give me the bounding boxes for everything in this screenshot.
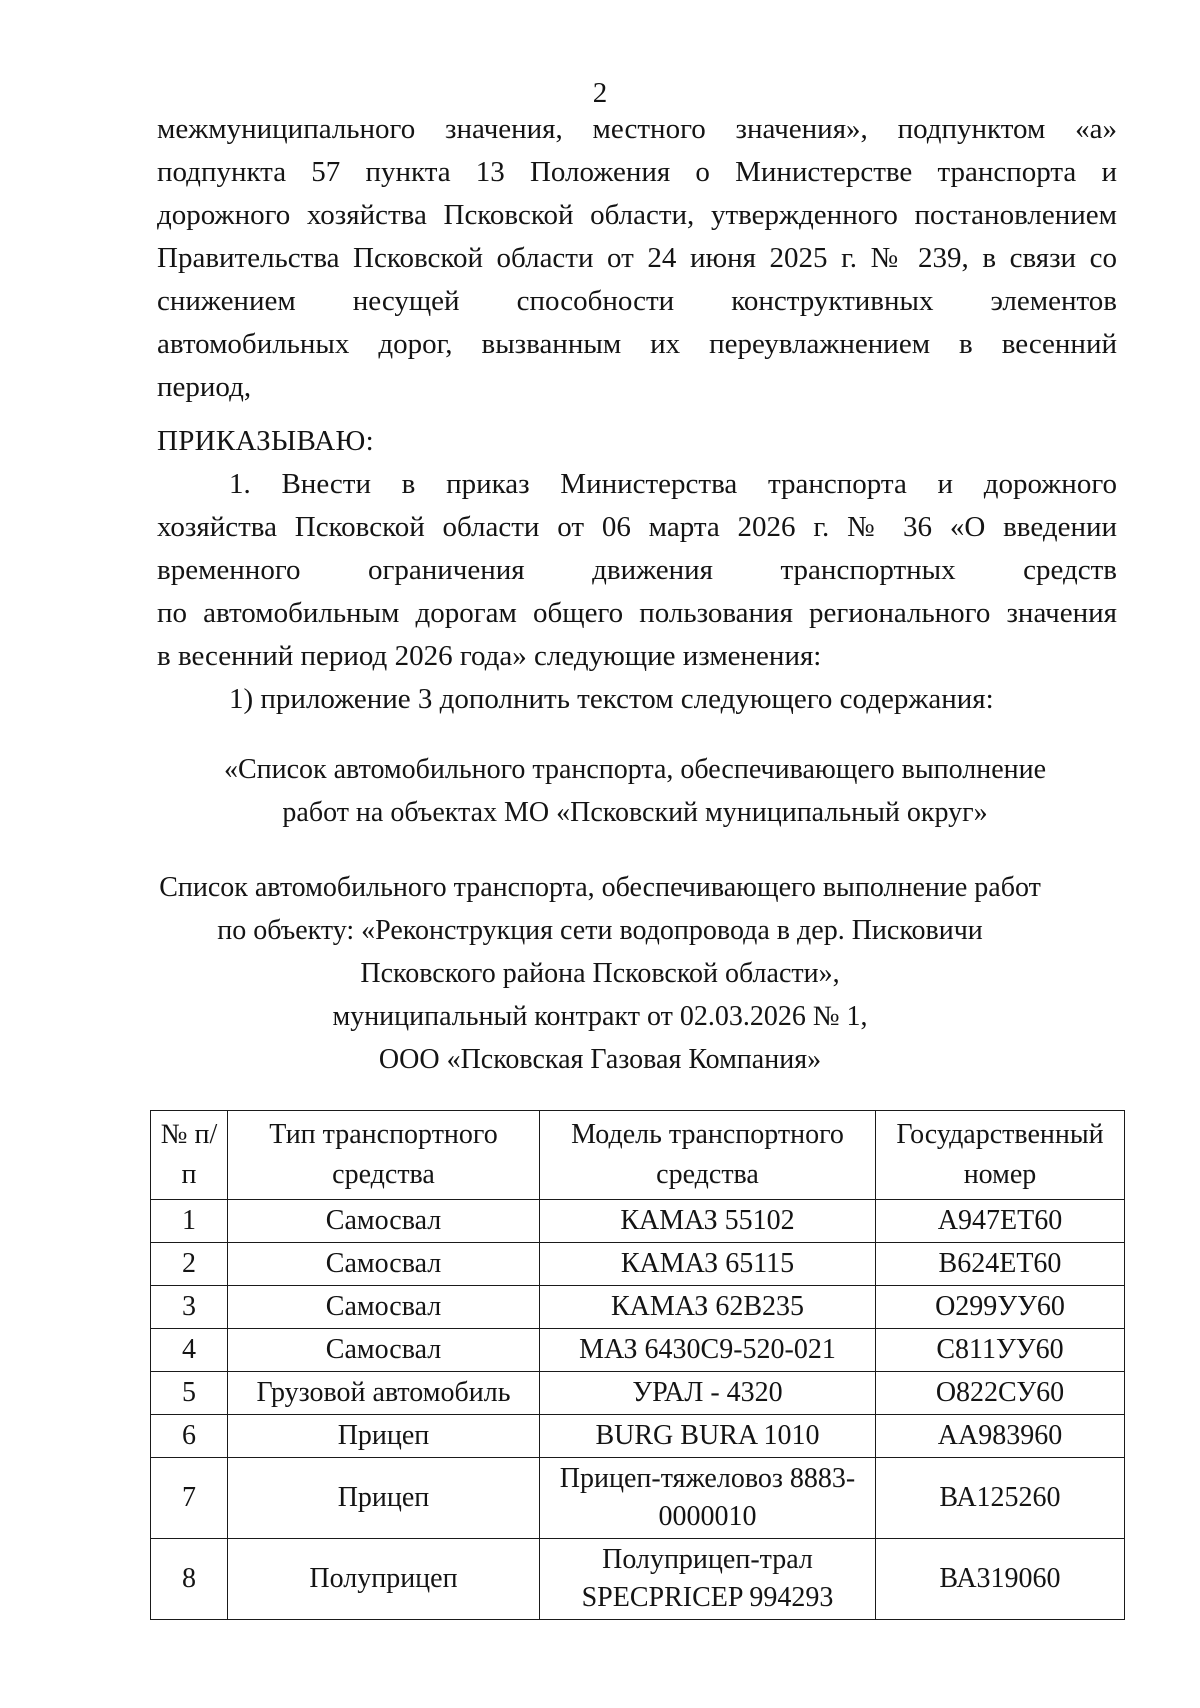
list-title-line: «Список автомобильного транспорта, обеспечивающего выполнение: [223, 754, 1047, 785]
header-number: № п/п: [151, 1111, 228, 1200]
cell-vehicle-type: Самосвал: [228, 1329, 540, 1372]
item-1-line: временного ограничения движения транспортных средств: [157, 554, 1117, 586]
cell-vehicle-type: Самосвал: [228, 1200, 540, 1243]
page-number: 2: [592, 77, 608, 109]
cell-number: 6: [151, 1415, 228, 1458]
table-row: [151, 1372, 1125, 1415]
cell-vehicle-model: BURG BURA 1010: [540, 1415, 876, 1458]
cell-vehicle-model: КАМАЗ 65115: [540, 1243, 876, 1286]
table-row: [151, 1329, 1125, 1372]
cell-number: 1: [151, 1200, 228, 1243]
preamble-line: автомобильных дорог, вызванным их переувлажнением в весенний: [157, 328, 1117, 360]
header-vehicle-type: Тип транспортного средства: [228, 1111, 540, 1200]
order-heading: ПРИКАЗЫВАЮ:: [157, 425, 375, 457]
header-vehicle-model: Модель транспортного средства: [540, 1111, 876, 1200]
preamble-line: подпункта 57 пункта 13 Положения о Министерстве транспорта и: [157, 156, 1117, 188]
cell-vehicle-type: Полуприцеп: [228, 1539, 540, 1620]
cell-plate-number: А947ЕТ60: [876, 1200, 1125, 1243]
list-subtitle-line: ООО «Псковская Газовая Компания»: [378, 1044, 822, 1075]
cell-vehicle-type: Грузовой автомобиль: [228, 1372, 540, 1415]
list-subtitle: [0, 866, 1200, 1081]
cell-plate-number: АА983960: [876, 1415, 1125, 1458]
cell-plate-number: О822СУ60: [876, 1372, 1125, 1415]
table-row: [151, 1458, 1125, 1539]
table-row: [151, 1539, 1125, 1620]
list-subtitle-line: Список автомобильного транспорта, обеспечивающего выполнение работ: [159, 872, 1041, 903]
preamble-line: Правительства Псковской области от 24 июня 2025 г. № 239, в связи со: [157, 242, 1117, 274]
cell-vehicle-model: Прицеп-тяжеловоз 8883-0000010: [540, 1458, 876, 1539]
item-1-line: хозяйства Псковской области от 06 марта 2026 г. № 36 «О введении: [157, 511, 1117, 543]
cell-vehicle-model: МАЗ 6430С9-520-021: [540, 1329, 876, 1372]
table-row: [151, 1200, 1125, 1243]
cell-vehicle-model: КАМАЗ 55102: [540, 1200, 876, 1243]
item-1-paragraph: [157, 463, 1117, 721]
preamble-line: период,: [157, 371, 252, 403]
subitem-1: 1) приложение 3 дополнить текстом следующего содержания:: [229, 683, 994, 715]
cell-vehicle-model: УРАЛ - 4320: [540, 1372, 876, 1415]
cell-vehicle-model: Полуприцеп-трал SPECPRICEP 994293: [540, 1539, 876, 1620]
preamble-line: дорожного хозяйства Псковской области, утвержденного постановлением: [157, 199, 1117, 231]
cell-number: 4: [151, 1329, 228, 1372]
list-subtitle-line: муниципальный контракт от 02.03.2026 № 1,: [332, 1001, 868, 1032]
table-header-row: [151, 1111, 1125, 1200]
cell-number: 3: [151, 1286, 228, 1329]
table-row: [151, 1243, 1125, 1286]
cell-vehicle-type: Прицеп: [228, 1415, 540, 1458]
cell-vehicle-type: Самосвал: [228, 1286, 540, 1329]
cell-vehicle-type: Самосвал: [228, 1243, 540, 1286]
cell-number: 5: [151, 1372, 228, 1415]
item-1-line: в весенний период 2026 года» следующие изменения:: [157, 640, 822, 672]
cell-number: 7: [151, 1458, 228, 1539]
cell-vehicle-model: КАМАЗ 62В235: [540, 1286, 876, 1329]
cell-plate-number: ВА319060: [876, 1539, 1125, 1620]
table-row: [151, 1415, 1125, 1458]
cell-plate-number: ВА125260: [876, 1458, 1125, 1539]
cell-vehicle-type: Прицеп: [228, 1458, 540, 1539]
cell-number: 2: [151, 1243, 228, 1286]
header-plate-number: Государственный номер: [876, 1111, 1125, 1200]
preamble-line: межмуниципального значения, местного значения», подпунктом «а»: [157, 113, 1117, 145]
table-row: [151, 1286, 1125, 1329]
list-title: [0, 748, 1200, 834]
list-subtitle-line: Псковского района Псковской области»,: [360, 958, 840, 989]
preamble-paragraph: [157, 108, 1117, 409]
item-1-line: 1. Внести в приказ Министерства транспорта и дорожного: [229, 468, 1117, 500]
preamble-line: снижением несущей способности конструктивных элементов: [157, 285, 1117, 317]
item-1-line: по автомобильным дорогам общего пользования регионального значения: [157, 597, 1117, 629]
cell-number: 8: [151, 1539, 228, 1620]
vehicle-table: [150, 1110, 1125, 1620]
list-title-line: работ на объектах МО «Псковский муниципальный округ»: [282, 797, 988, 828]
cell-plate-number: В624ЕТ60: [876, 1243, 1125, 1286]
cell-plate-number: С811УУ60: [876, 1329, 1125, 1372]
cell-plate-number: О299УУ60: [876, 1286, 1125, 1329]
list-subtitle-line: по объекту: «Реконструкция сети водопровода в дер. Писковичи: [217, 915, 983, 946]
